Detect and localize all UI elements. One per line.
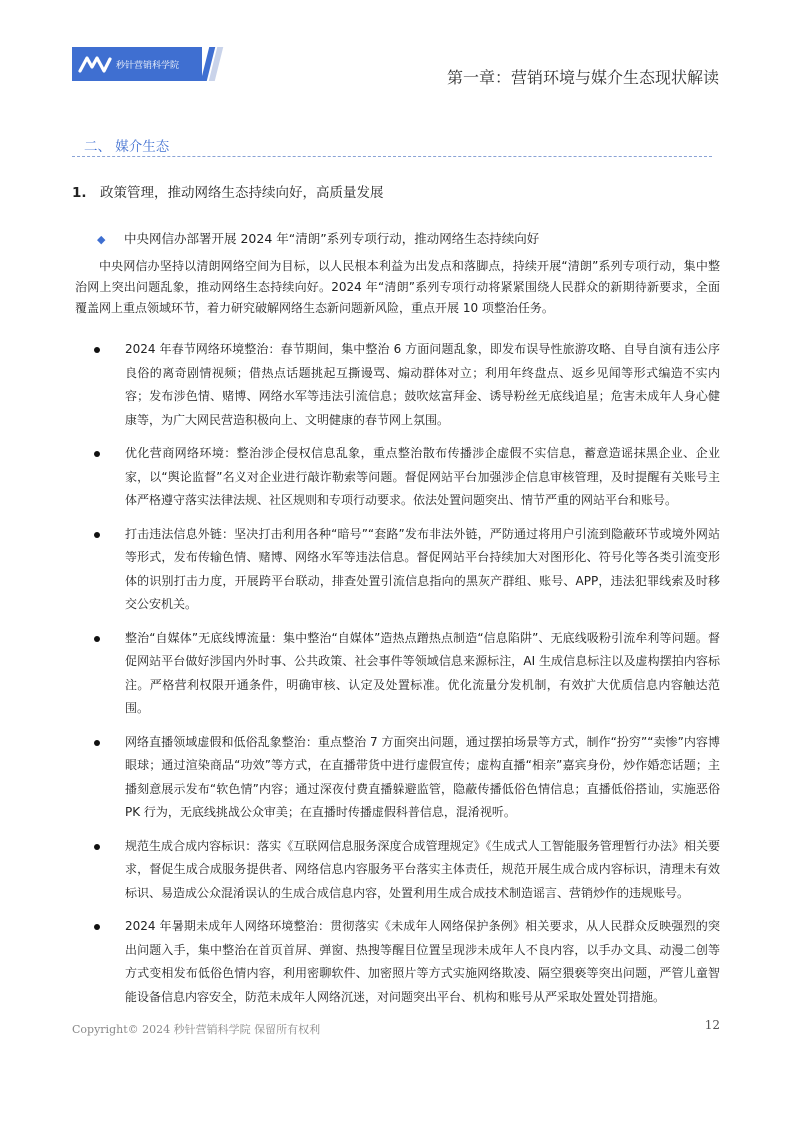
bullet-dot-icon <box>94 451 100 457</box>
logo-icon <box>78 53 112 75</box>
list-item-text: 2024 年春节网络环境整治：春节期间，集中整治 6 方面问题乱象，即发布误导性旅游攻略、自导自演有违公序良俗的离奇剧情视频；借热点话题挑起互撕谩骂、煽动群体对立；利用年终盘点、返乡见闻等形式编造不实内容；发布涉色情、赌博、网络水军等违法引流信息；鼓吹炫富拜金、诱导粉丝无底线追星；危害未成年人身心健康等，为广大网民营造积极向上、文明健康的春节网上氛围。 <box>125 342 720 427</box>
logo-banner <box>72 47 202 81</box>
heading-2 <box>97 229 539 247</box>
list-item-text: 网络直播领域虚假和低俗乱象整治：重点整治 7 方面突出问题，通过摆拍场景等方式，制作“扮穷”“卖惨”内容博眼球；通过渲染商品“功效”等方式，在直播带货中进行虚假宣传；虚构直播“相亲”嘉宾身份，炒作婚恋话题；主播刻意展示发布“软色情”内容；通过深夜付费直播躲避监管，隐蔽传播低俗色情信息；直播低俗搭讪，实施恶俗 PK 行为，无底线挑战公众审美；在直播时传播虚假科普信息，混淆视听。 <box>125 734 720 819</box>
list-item-text: 优化营商网络环境：整治涉企侵权信息乱象，重点整治散布传播涉企虚假不实信息，蓄意造谣抹黑企业、企业家，以“舆论监督”名义对企业进行敲诈勒索等问题。督促网站平台加强涉企信息审核管理，及时提醒有关账号主体严格遵守落实法律法规、社区规则和专项行动要求。依法处置问题突出、情节严重的网站平台和账号。 <box>125 446 720 507</box>
list-item <box>93 627 720 721</box>
chapter-title: 第一章：营销环境与媒介生态现状解读 <box>446 68 719 87</box>
list-item <box>93 442 720 513</box>
heading-1-number: 1. <box>72 185 87 201</box>
list-item <box>93 731 720 825</box>
bullet-dot-icon <box>94 924 100 930</box>
logo-text: 秒针营销科学院 <box>116 60 180 71</box>
bullet-dot-icon <box>94 532 100 538</box>
list-item-text: 规范生成合成内容标识：落实《互联网信息服务深度合成管理规定》《生成式人工智能服务管理暂行办法》相关要求，督促生成合成服务提供者、网络信息内容服务平台落实主体责任，规范开展生成合成内容标识，清理未有效标识、易造成公众混淆误认的生成合成信息内容，处置利用生成合成技术制造谣言、营销炒作的违规账号。 <box>125 838 720 900</box>
list-item-text: 整治“自媒体”无底线博流量：集中整治“自媒体”造热点蹭热点制造“信息陷阱”、无底线吸粉引流牟利等问题。督促网站平台做好涉国内外时事、公共政策、社会事件等领域信息来源标注，AI 生成信息标注以及虚构摆拍内容标注。严格营利权限开通条件，明确审核、认定及处置标准。优化流量分发机制，有效扩大优质信息内容触达范围。 <box>125 630 720 715</box>
heading-1-text: 政策管理，推动网络生态持续向好，高质量发展 <box>100 185 384 201</box>
diamond-icon: ◆ <box>97 233 106 246</box>
bullet-dot-icon <box>94 740 100 746</box>
bullet-dot-icon <box>94 844 100 850</box>
heading-2-text: 中央网信办部署开展 2024 年“清朗”系列专项行动，推动网络生态持续向好 <box>124 231 540 246</box>
bullet-list <box>93 338 720 1019</box>
list-item <box>93 523 720 617</box>
list-item <box>93 915 720 1009</box>
bullet-dot-icon <box>94 347 100 353</box>
list-item <box>93 835 720 906</box>
bullet-dot-icon <box>94 636 100 642</box>
footer-copyright: Copyright© 2024 秒针营销科学院 保留所有权利 <box>72 1023 321 1036</box>
section-divider <box>72 156 712 157</box>
list-item-text: 2024 年暑期未成年人网络环境整治：贯彻落实《未成年人网络保护条例》相关要求，从人民群众反映强烈的突出问题入手，集中整治在首页首屏、弹窗、热搜等醒目位置呈现涉未成年人不良内容，以手办文具、动漫二创等方式变相发布低俗色情内容，利用密聊软件、加密照片等方式实施网络欺凌、隔空猥亵等突出问题，严管儿童智能设备信息内容安全，防范未成年人网络沉迷，对问题突出平台、机构和账号从严采取处置处罚措施。 <box>125 919 720 1004</box>
intro-paragraph: 中央网信办坚持以清朗网络空间为目标，以人民根本利益为出发点和落脚点，持续开展“清朗”系列专项行动，集中整治网上突出问题乱象，推动网络生态持续向好。2024 年“清朗”系列专项行动将紧紧围绕人民群众的新期待新要求，全面覆盖网上重点领域环节，着力研究破解网络生态新问题新风险，重点开展 10 项整治任务。 <box>75 259 720 315</box>
list-item-text: 打击违法信息外链：坚决打击利用各种“暗号”“套路”发布非法外链，严防通过将用户引流到隐蔽环节或境外网站等形式，发布传输色情、赌博、网络水军等违法信息。督促网站平台持续加大对图形化、符号化等各类引流变形体的识别打击力度，开展跨平台联动，排查处置引流信息指向的黑灰产群组、账号、APP，违法犯罪线索及时移交公安机关。 <box>125 526 720 611</box>
list-item <box>93 338 720 432</box>
section-title: 二、 媒介生态 <box>84 139 170 155</box>
page-number: 12 <box>704 1018 720 1032</box>
heading-1 <box>72 181 384 201</box>
